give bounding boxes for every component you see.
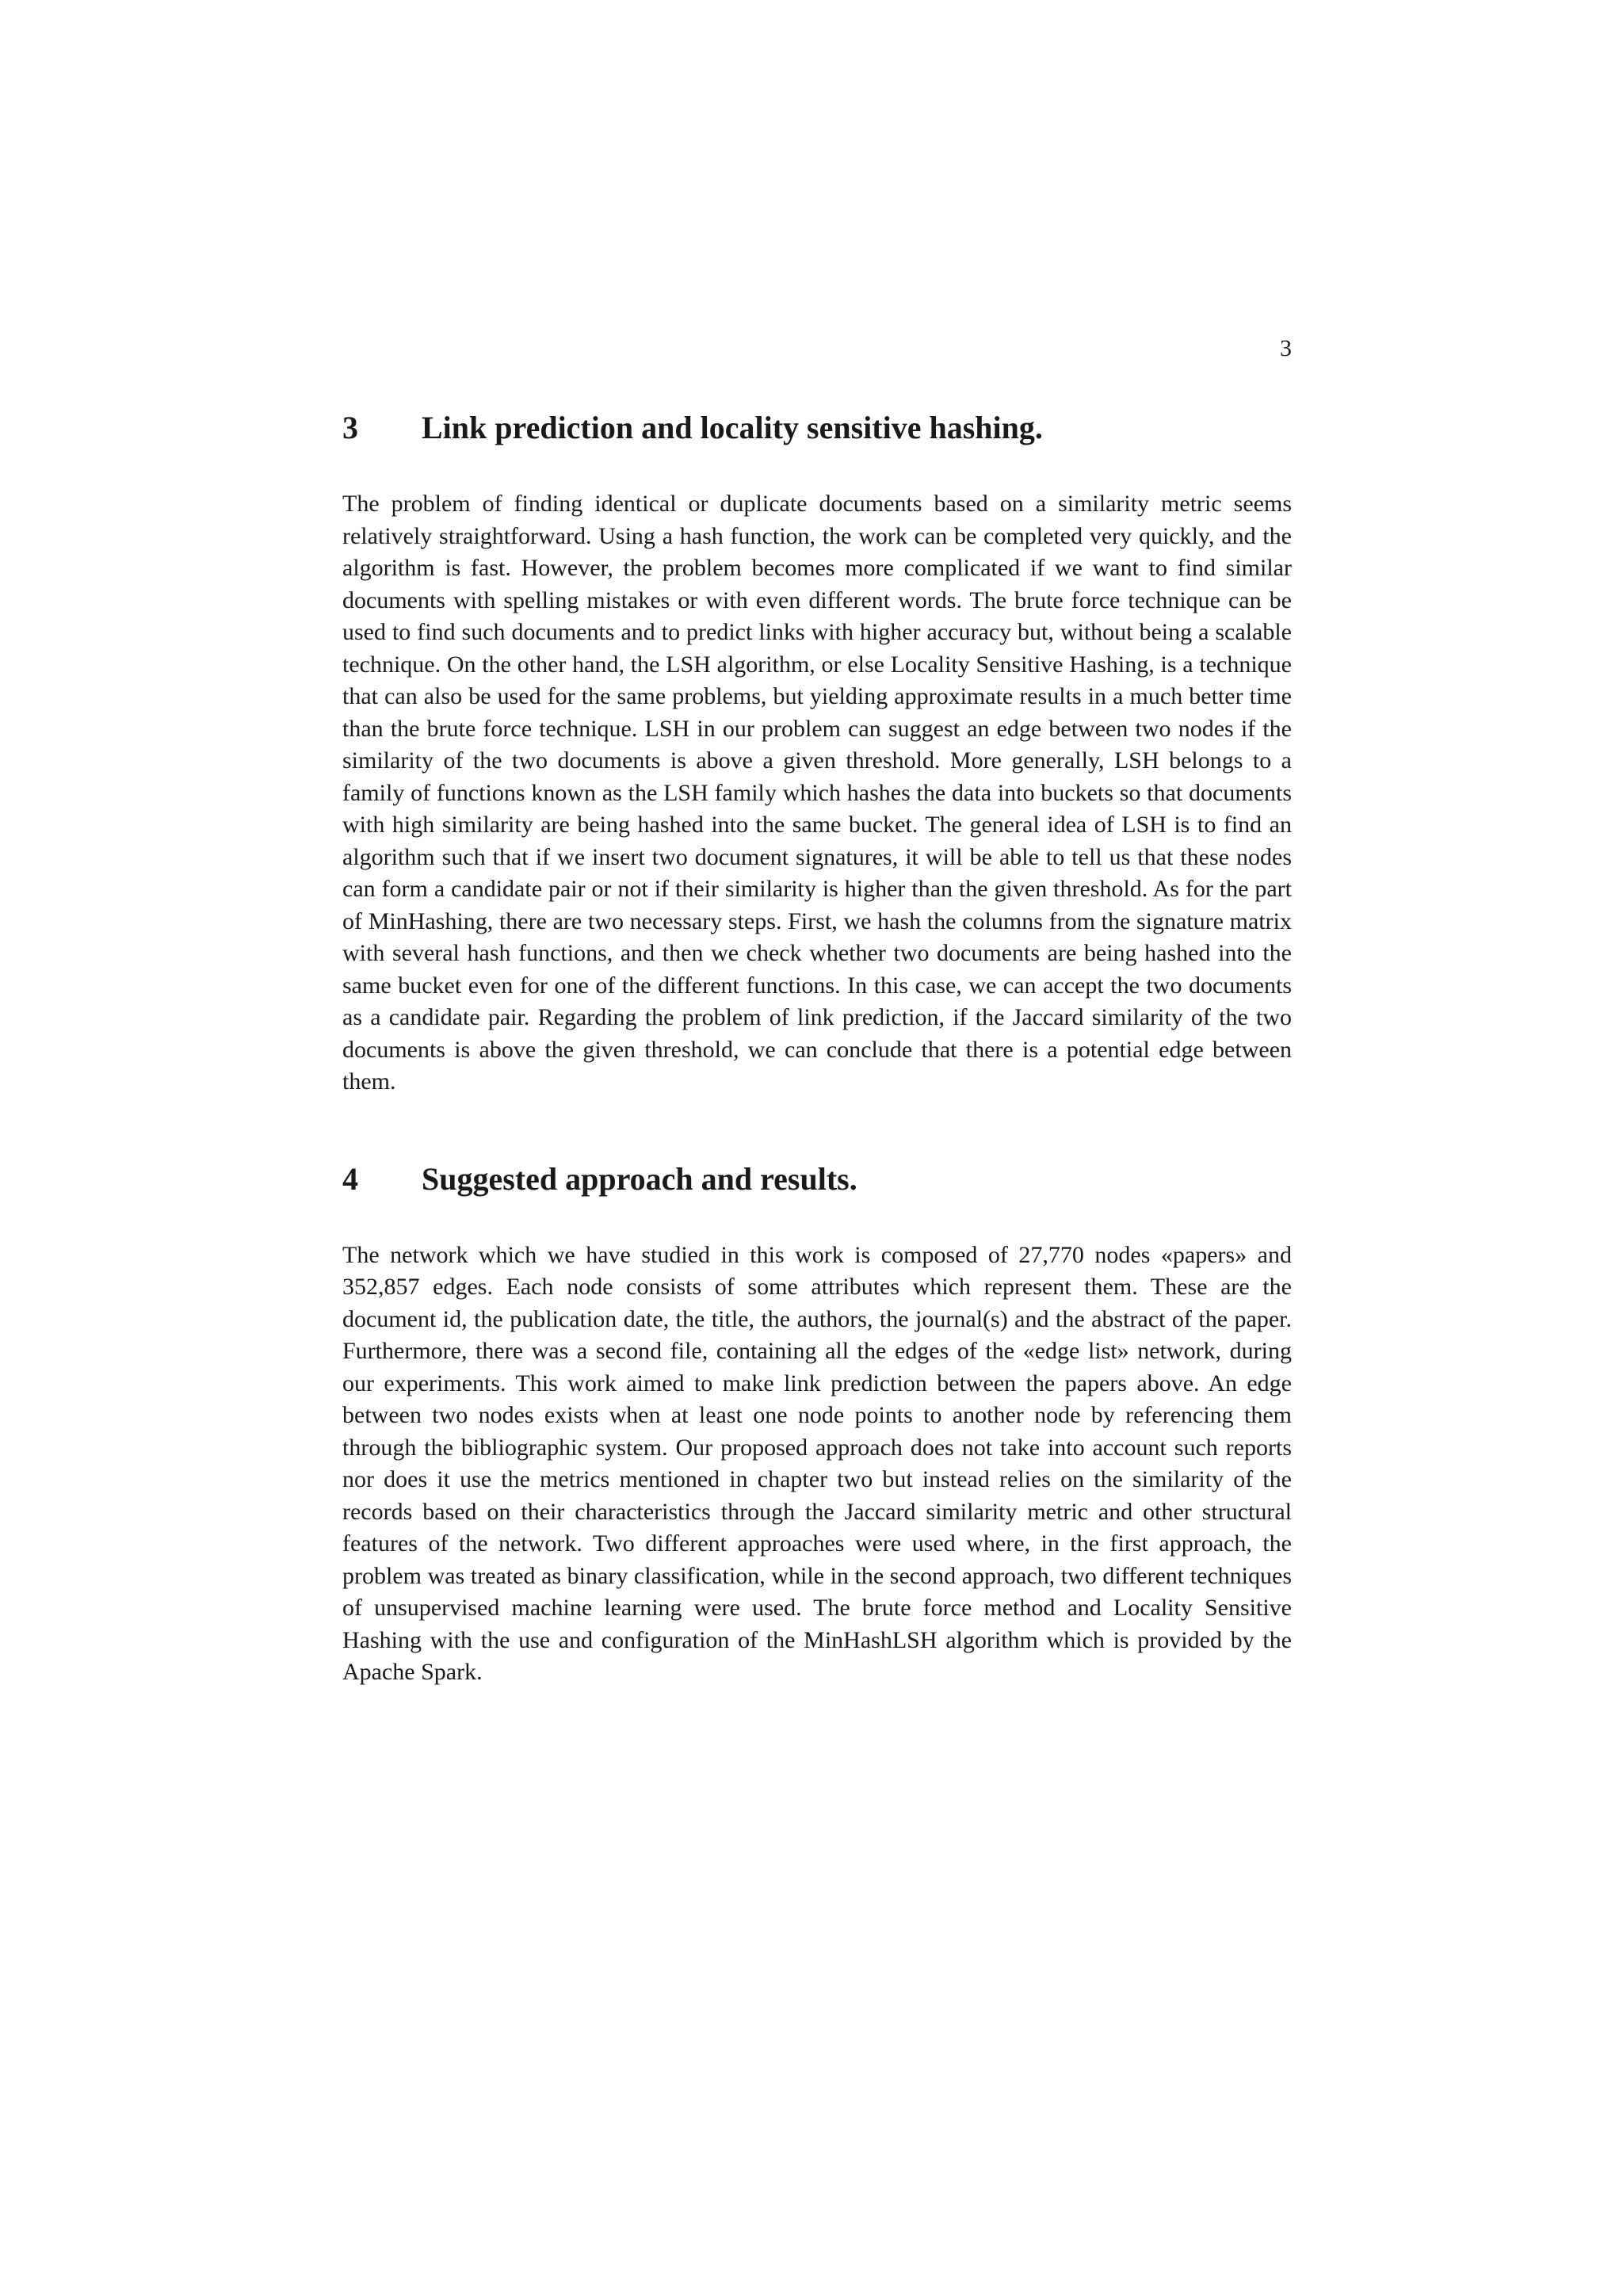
section-heading: [342, 1157, 1292, 1201]
section-3: [342, 406, 1292, 1098]
body-paragraph: The problem of finding identical or duplicate documents based on a similarity metric seems relatively straightforward. Using a hash function, the work can be completed very quickly, and the algorithm is fast. However, the problem becomes more complicated if we want to find similar documents with spelling mistakes or with even different words. The brute force technique can be used to find such documents and to predict links with higher accuracy but, without being a scalable technique. On the other hand, the LSH algorithm, or else Locality Sensitive Hashing, is a technique that can also be used for the same problems, but yielding approximate results in a much better time than the brute force technique. LSH in our problem can suggest an edge between two nodes if the similarity of the two documents is above a given threshold. More generally, LSH belongs to a family of functions known as the LSH family which hashes the data into buckets so that documents with high similarity are being hashed into the same bucket. The general idea of LSH is to find an algorithm such that if we insert two document signatures, it will be able to tell us that these nodes can form a candidate pair or not if their similarity is higher than the given threshold. As for the part of MinHashing, there are two necessary steps. First, we hash the columns from the signature matrix with several hash functions, and then we check whether two documents are being hashed into the same bucket even for one of the different functions. In this case, we can accept the two documents as a candidate pair. Regarding the problem of link prediction, if the Jaccard similarity of the two documents is above the given threshold, we can conclude that there is a potential edge between them.: [342, 491, 1292, 1095]
section-number: 3: [342, 410, 358, 445]
section-title: Link prediction and locality sensitive hashing.: [422, 410, 1043, 445]
page-number: 3: [1280, 335, 1292, 361]
section-4: [342, 1157, 1292, 1689]
page-content: [342, 406, 1292, 1748]
section-number: 4: [342, 1160, 358, 1197]
section-title: Suggested approach and results.: [422, 1160, 857, 1197]
section-heading: [342, 406, 1292, 450]
body-paragraph: The network which we have studied in this work is composed of 27,770 nodes «papers» and 352,857 edges. Each node consists of some attributes which represent them. These are the document id, the publication date, the title, the authors, the journal(s) and the abstract of the paper. Furthermore, there was a second file, containing all the edges of the «edge list» network, during our experiments. This work aimed to make link prediction between the papers above. An edge between two nodes exists when at least one node points to another node by referencing them through the bibliographic system. Our proposed approach does not take into account such reports nor does it use the metrics mentioned in chapter two but instead relies on the similarity of the records based on their characteristics through the Jaccard similarity metric and other structural features of the network. Two different approaches were used where, in the first approach, the problem was treated as binary classification, while in the second approach, two different techniques of unsupervised machine learning were used. The brute force method and Locality Sensitive Hashing with the use and configuration of the MinHashLSH algorithm which is provided by the Apache Spark.: [342, 1241, 1292, 1685]
